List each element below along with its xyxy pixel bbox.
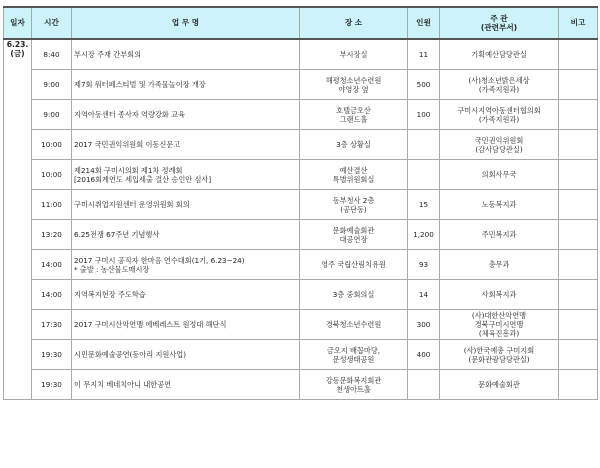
task-line: * 출발 : 농산물도매시장 [74, 264, 150, 274]
task-cell [72, 70, 300, 100]
task-cell [72, 100, 300, 130]
date-cell [4, 39, 32, 400]
organizer-line: 주민복지과 [481, 230, 517, 239]
organizer-line: (가족지원과) [478, 84, 520, 94]
task-cell [72, 250, 300, 280]
time-cell: 10:00 [32, 130, 72, 160]
place-line: 그랜드홀 [339, 114, 368, 124]
table-row [4, 190, 598, 220]
place-line: (공단동) [340, 204, 367, 214]
organizer-line: (체육진흥과) [478, 329, 520, 338]
organizer-line: 구미시지역아동센터협의회 [457, 105, 541, 115]
time-cell: 10:00 [32, 160, 72, 190]
header-row [4, 7, 598, 39]
time-cell: 17:30 [32, 310, 72, 340]
task-cell [72, 280, 300, 310]
task-line: 시민문화예술공연(동아리 지원사업) [74, 350, 187, 359]
task-line: 이 무지치 베네치아니 내한공연 [74, 380, 172, 389]
place-cell [300, 190, 408, 220]
organizer-line: (사)대한산악연맹 [471, 311, 527, 320]
date-value: 6.23. [6, 40, 29, 49]
task-line: 제214회 구미시의회 제1차 정례회 [74, 165, 183, 175]
time-cell: 14:00 [32, 250, 72, 280]
people-cell: 100 [408, 100, 440, 130]
header-note: 비고 [559, 7, 598, 39]
place-line: 3층 상황실 [336, 140, 371, 149]
table-row [4, 250, 598, 280]
note-cell [559, 100, 598, 130]
table-header [4, 7, 598, 39]
header-time: 시간 [32, 7, 72, 39]
task-cell [72, 370, 300, 400]
header-organizer-title: 주 관 [490, 13, 508, 23]
note-cell [559, 250, 598, 280]
table-row [4, 340, 598, 370]
place-cell [300, 310, 408, 340]
organizer-cell [440, 39, 559, 70]
table-row [4, 70, 598, 100]
note-cell [559, 39, 598, 70]
people-cell: 1,200 [408, 220, 440, 250]
time-cell: 9:00 [32, 70, 72, 100]
task-line: 2017 구미시 공직자 한마음 연수대회(1기, 6.23~24) [74, 255, 245, 265]
people-cell: 93 [408, 250, 440, 280]
task-line: 구미시취업지원센터 운영위원회 회의 [74, 200, 190, 209]
task-cell [72, 160, 300, 190]
task-cell [72, 39, 300, 70]
note-cell [559, 310, 598, 340]
table-body [4, 39, 598, 400]
time-cell: 19:30 [32, 340, 72, 370]
place-line: 문화예술회관 [332, 225, 375, 235]
task-line: 6.25전쟁 67주년 기념행사 [74, 230, 160, 239]
organizer-line: (감사담당관실) [475, 144, 523, 154]
time-cell: 14:00 [32, 280, 72, 310]
organizer-line: (문화관광담당관실) [468, 354, 530, 364]
table-row [4, 160, 598, 190]
time-cell: 13:20 [32, 220, 72, 250]
organizer-cell [440, 280, 559, 310]
people-cell [408, 160, 440, 190]
schedule-table [3, 6, 598, 400]
task-cell [72, 310, 300, 340]
note-cell [559, 340, 598, 370]
people-cell: 400 [408, 340, 440, 370]
organizer-cell [440, 310, 559, 340]
organizer-line: 총무과 [488, 260, 510, 269]
task-line: 2017 구미시산악연맹 에베레스트 원정대 해단식 [74, 320, 227, 329]
note-cell [559, 70, 598, 100]
place-cell [300, 250, 408, 280]
note-cell [559, 190, 598, 220]
place-cell [300, 100, 408, 130]
organizer-cell [440, 100, 559, 130]
place-line: 부시장실 [339, 50, 368, 59]
place-line: 문성생태공원 [332, 354, 375, 364]
place-line: 금오지 배꼽마당, [326, 345, 381, 355]
table-row [4, 310, 598, 340]
organizer-line: 노동복지과 [481, 200, 517, 209]
organizer-cell [440, 70, 559, 100]
organizer-line: 사회복지과 [481, 290, 517, 299]
task-line: 제7회 워터페스티벌 및 가족물놀이장 개장 [74, 80, 206, 89]
people-cell: 15 [408, 190, 440, 220]
time-cell: 11:00 [32, 190, 72, 220]
note-cell [559, 220, 598, 250]
table-row [4, 220, 598, 250]
place-line: 동부청사 2층 [332, 195, 375, 205]
place-cell [300, 280, 408, 310]
people-cell: 14 [408, 280, 440, 310]
organizer-line: (가족지원과) [478, 114, 520, 124]
place-cell [300, 220, 408, 250]
note-cell [559, 160, 598, 190]
place-cell [300, 39, 408, 70]
organizer-cell [440, 130, 559, 160]
organizer-cell [440, 250, 559, 280]
place-line: 예산결산 [339, 165, 368, 175]
header-organizer [440, 7, 559, 39]
place-line: 강동문화복지회관 [325, 375, 382, 385]
organizer-cell [440, 340, 559, 370]
place-line: 경북청소년수련원 [325, 320, 382, 329]
task-cell [72, 340, 300, 370]
organizer-line: 경북구미시연맹 [474, 320, 524, 329]
place-cell [300, 130, 408, 160]
time-cell: 19:30 [32, 370, 72, 400]
note-cell [559, 130, 598, 160]
people-cell: 300 [408, 310, 440, 340]
note-cell [559, 370, 598, 400]
task-cell [72, 130, 300, 160]
organizer-line: (사)한국예총 구미지회 [463, 345, 535, 355]
task-line: [2016회계연도 세입세출 결산 승인안 심사] [74, 174, 212, 184]
organizer-line: 기획예산담당관실 [471, 50, 527, 59]
place-line: 특별위원회실 [332, 174, 375, 184]
header-task: 업 무 명 [72, 7, 300, 39]
people-cell [408, 130, 440, 160]
time-cell: 8:40 [32, 39, 72, 70]
note-cell [559, 280, 598, 310]
table-row [4, 100, 598, 130]
place-line: 천생아트홀 [336, 384, 371, 394]
place-line: 야영장 옆 [338, 84, 369, 94]
task-line: 2017 국민권익위원회 이동신문고 [74, 140, 181, 149]
place-cell [300, 370, 408, 400]
organizer-cell [440, 160, 559, 190]
task-cell [72, 190, 300, 220]
organizer-line: (사)청소년밝은세상 [468, 75, 530, 85]
organizer-line: 문화예술회관 [478, 380, 520, 389]
organizer-cell [440, 370, 559, 400]
place-line: 영주 국립산림치유원 [321, 260, 386, 269]
organizer-line: 의회사무국 [481, 170, 517, 179]
table-row [4, 130, 598, 160]
header-place: 장 소 [300, 7, 408, 39]
place-cell [300, 70, 408, 100]
task-line: 지역복지현장 주도학습 [74, 290, 146, 299]
organizer-cell [440, 190, 559, 220]
people-cell [408, 370, 440, 400]
place-cell [300, 160, 408, 190]
task-line: 지역아동센터 종사자 역량강화 교육 [74, 110, 186, 119]
organizer-cell [440, 220, 559, 250]
place-line: 3층 중회의실 [332, 290, 375, 299]
time-cell: 9:00 [32, 100, 72, 130]
people-cell: 500 [408, 70, 440, 100]
task-line: 부시장 주재 간부회의 [74, 50, 142, 59]
table-row [4, 370, 598, 400]
place-cell [300, 340, 408, 370]
header-people: 인원 [408, 7, 440, 39]
people-cell: 11 [408, 39, 440, 70]
date-weekday: (금) [10, 49, 25, 59]
organizer-line: 국민권익위원회 [474, 135, 524, 145]
table-row [4, 280, 598, 310]
place-line: 대공연장 [339, 234, 368, 244]
header-date: 일자 [4, 7, 32, 39]
place-line: 호텔금오산 [336, 105, 371, 115]
header-organizer-sub: (관련부서) [480, 23, 518, 32]
table-row [4, 39, 598, 70]
place-line: 해평청소년수련원 [325, 75, 382, 85]
task-cell [72, 220, 300, 250]
